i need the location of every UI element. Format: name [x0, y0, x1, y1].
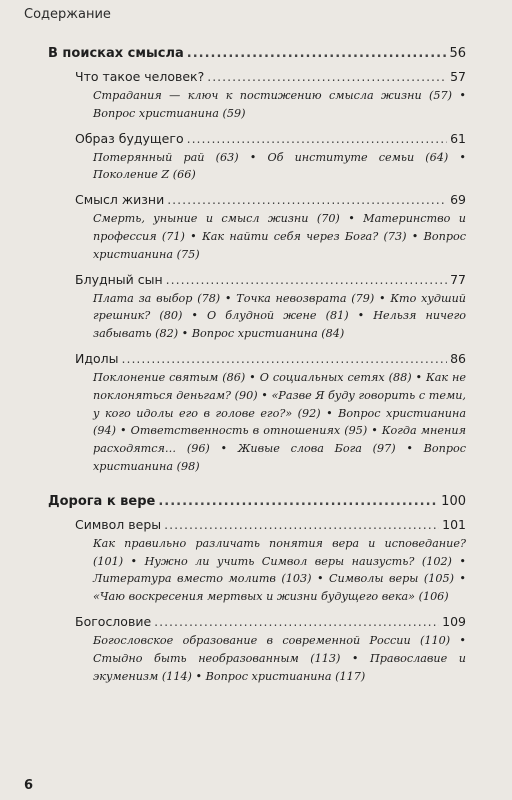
dot-leader	[187, 129, 448, 149]
subsection-list: Смерть, уныние и смысл жизни (70) • Материнство и профессия (71) • Как найти себя через Бога? (73) • Вопрос христианина (75)	[93, 212, 466, 261]
dot-leader	[158, 492, 438, 512]
chapter-heading	[75, 190, 466, 210]
part-page-number: 100	[441, 493, 466, 509]
chapter-heading	[75, 349, 466, 369]
table-of-contents	[48, 44, 466, 701]
chapter-page-number: 61	[450, 130, 466, 146]
subsection-list: Плата за выбор (78) • Точка невозврата (79) • Кто худший грешник? (80) • О блудной жене (81) • Нельзя ничего забывать (82) • Вопрос христианина (84)	[93, 291, 466, 341]
toc-part	[48, 492, 466, 686]
chapter-page-number: 77	[450, 271, 466, 287]
part-heading	[48, 492, 466, 512]
part-page-number: 56	[449, 46, 466, 61]
toc-chapter	[75, 129, 466, 185]
chapter-title: Смысл жизни	[75, 192, 165, 208]
chapter-heading	[75, 129, 466, 149]
chapter-page-number: 57	[450, 69, 466, 84]
dot-leader	[207, 67, 447, 87]
toc-part	[48, 44, 466, 476]
toc-chapter	[75, 349, 466, 476]
dot-leader	[167, 190, 447, 210]
subsection-list: Страдания — ключ к постижению смысла жизни (57) • Вопрос христианина (59)	[93, 89, 466, 120]
toc-chapter	[75, 67, 466, 123]
subsection-list: Богословское образование в современной России (110) • Стыдно быть необразованным (113) • Православие и экуменизм (114) • Вопрос христианина (117)	[93, 633, 466, 683]
toc-chapter	[75, 612, 466, 685]
chapter-title: Идолы	[75, 350, 119, 366]
subsection-list: Поклонение святым (86) • О социальных сетях (88) • Как не поклоняться деньгам? (90) • «Разве Я буду говорить с теми, у кого идолы его в голове его?» (92) • Вопрос христианина (94) • Ответственность в отношениях (95) • Когда мнения расходятся… (96) • Живые слова Бога (97) • Вопрос христианина (98)	[93, 370, 466, 473]
chapter-page-number: 101	[442, 516, 466, 532]
dot-leader	[164, 515, 439, 535]
chapter-title: Блудный сын	[75, 271, 163, 287]
chapter-title: Что такое человек?	[75, 69, 205, 84]
part-heading	[48, 44, 466, 64]
page-number: 6	[24, 778, 34, 793]
chapter-heading	[75, 67, 466, 87]
dot-leader	[187, 44, 447, 64]
chapter-heading	[75, 612, 466, 632]
toc-chapter	[75, 190, 466, 263]
dot-leader	[154, 612, 439, 632]
chapter-title: Образ будущего	[75, 130, 184, 146]
chapter-heading	[75, 515, 466, 535]
dot-leader	[166, 270, 447, 290]
chapter-title: Богословие	[75, 613, 152, 629]
toc-chapter	[75, 515, 466, 606]
chapter-page-number: 69	[450, 192, 466, 208]
subsection-list: Как правильно различать понятия вера и исповедание? (101) • Нужно ли учить Символ веры наизусть? (102) • Литература вместо молитв (103) • Символы веры (105) • «Чаю воскресения мертвых и жизни будущего века» (106)	[93, 536, 466, 604]
chapter-heading	[75, 270, 466, 290]
part-title: Дорога к вере	[48, 493, 156, 509]
chapter-title: Символ веры	[75, 516, 162, 532]
subsection-list: Потерянный рай (63) • Об институте семьи (64) • Поколение Z (66)	[93, 150, 466, 182]
toc-chapter	[75, 270, 466, 343]
chapter-page-number: 86	[450, 350, 466, 366]
part-title: В поисках смысла	[48, 46, 184, 61]
chapter-page-number: 109	[442, 613, 466, 629]
dot-leader	[122, 349, 448, 369]
running-header: Содержание	[24, 7, 111, 22]
